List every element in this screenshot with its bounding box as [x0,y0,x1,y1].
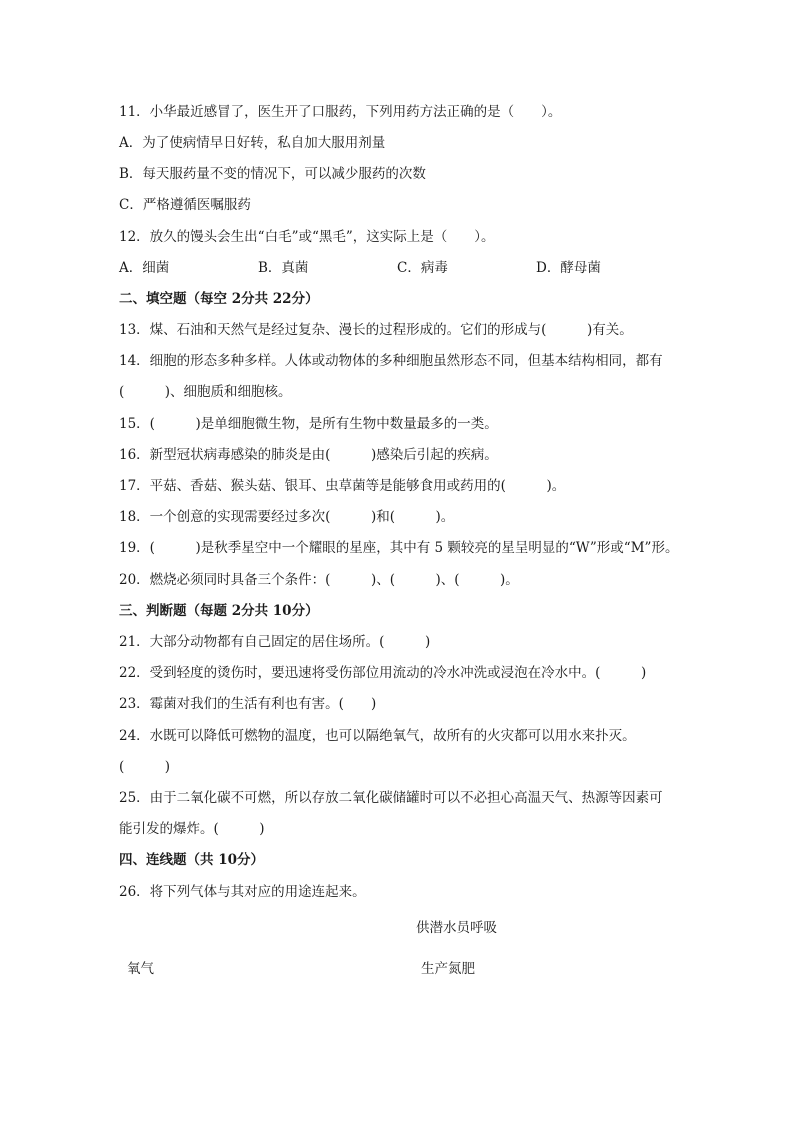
matching-gas-1: 氧气 [127,961,154,977]
question-25-line-1: 25．由于二氧化碳不可燃，所以存放二氧化碳储罐时可以不必担心高温天气、热源等因素可 [119,790,663,806]
question-16: 16．新型冠状病毒感染的肺炎是由( )感染后引起的疾病。 [119,447,498,463]
question-26-stem: 26．将下列气体与其对应的用途连起来。 [119,884,366,900]
question-14-line-2: ( )、细胞质和细胞核。 [119,384,292,400]
question-25-line-2: 能引发的爆炸。( ) [119,821,265,837]
question-20: 20．燃烧必须同时具备三个条件：( )、( )、( )。 [119,572,519,588]
question-21: 21．大部分动物都有自己固定的居住场所。( ) [119,634,431,650]
question-13: 13．煤、石油和天然气是经过复杂、漫长的过程形成的。它们的形成与( )有关。 [119,322,633,338]
section-4-title: 四、连线题（共 10分） [119,852,264,868]
question-24-line-1: 24．水既可以降低可燃物的温度，也可以隔绝氧气，故所有的火灾都可以用水来扑灭。 [119,728,636,744]
question-17: 17．平菇、香菇、猴头菇、银耳、虫草菌等是能够食用或药用的( )。 [119,478,566,494]
question-11-option-c: C．严格遵循医嘱服药 [119,197,251,213]
question-11-option-b: B．每天服药量不变的情况下，可以减少服药的次数 [119,166,426,182]
question-19: 19．( )是秋季星空中一个耀眼的星座，其中有 5 颗较亮的星呈明显的“W”形或“M”形。 [119,540,679,556]
question-15: 15．( )是单细胞微生物，是所有生物中数量最多的一类。 [119,416,498,432]
question-14-line-1: 14．细胞的形态多种多样。人体或动物体的多种细胞虽然形态不同，但基本结构相同，都有 [119,353,663,369]
question-12-option-d: D．酵母菌 [536,260,601,276]
section-2-title: 二、填空题（每空 2分共 22分） [119,291,319,307]
question-12-option-a: A．细菌 [119,260,170,276]
section-3-title: 三、判断题（每题 2分共 10分） [119,603,319,619]
question-22: 22．受到轻度的烫伤时，要迅速将受伤部位用流动的冷水冲洗或浸泡在冷水中。( ) [119,665,647,681]
question-11-option-a: A．为了使病情早日好转，私自加大服用剂量 [119,135,386,151]
question-11-stem: 11．小华最近感冒了，医生开了口服药，下列用药方法正确的是（ ）。 [119,104,562,120]
matching-use-2: 生产氮肥 [421,961,475,977]
question-24-line-2: ( ) [119,759,171,775]
question-18: 18．一个创意的实现需要经过多次( )和( )。 [119,509,455,525]
matching-use-1: 供潜水员呼吸 [416,920,497,936]
question-12-stem: 12．放久的馒头会生出“白毛”或“黑毛”，这实际上是（ ）。 [119,229,495,245]
question-12-option-b: B．真菌 [258,260,309,276]
question-12-option-c: C．病毒 [397,260,448,276]
question-23: 23．霉菌对我们的生活有利也有害。( ) [119,696,377,712]
